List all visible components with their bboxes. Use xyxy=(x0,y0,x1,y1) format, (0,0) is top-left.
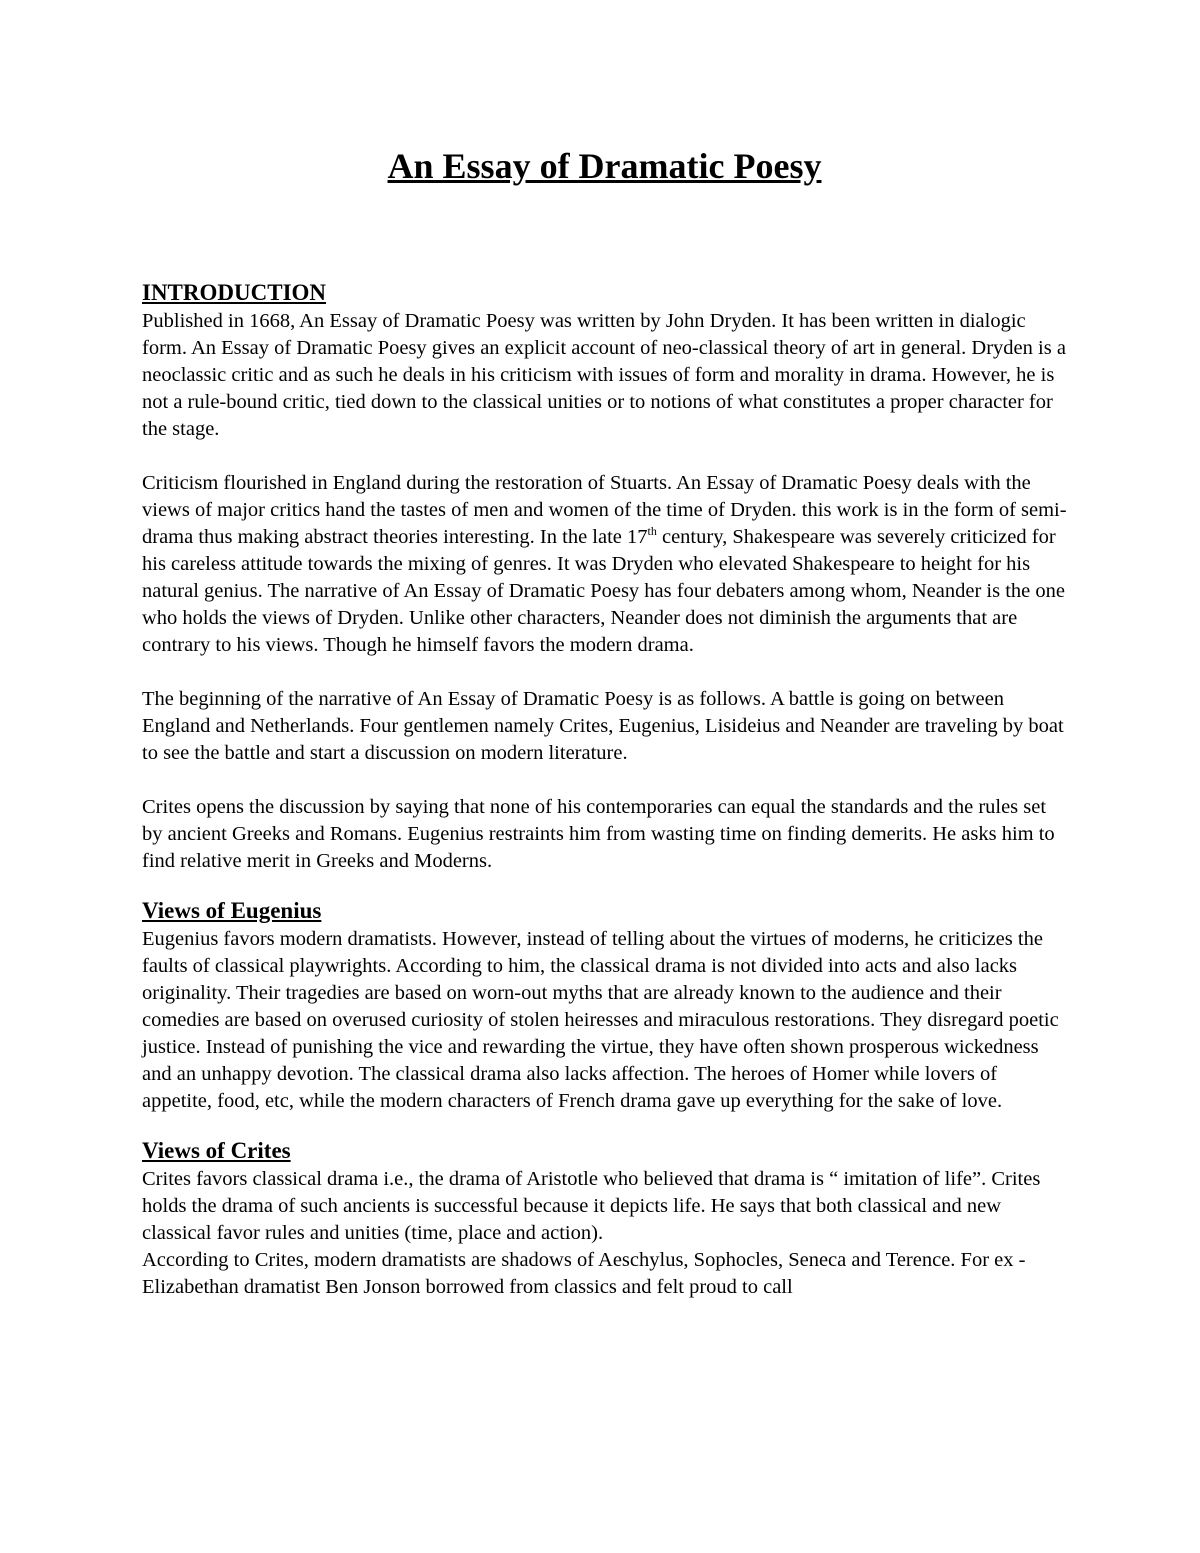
crites-paragraph-2: According to Crites, modern dramatists are shadows of Aeschylus, Sophocles, Seneca and Terence. For ex - Elizabethan dramatist Ben Jonson borrowed from classics and felt proud to call xyxy=(142,1249,1026,1298)
introduction-paragraph-1: Published in 1668, An Essay of Dramatic Poesy was written by John Dryden. It has been written in dialogic form. An Essay of Dramatic Poesy gives an explicit account of neo-classical theory of art in general. Dryden is a neoclassic critic and as such he deals in his criticism with issues of form and morality in drama. However, he is not a rule-bound critic, tied down to the classical unities or to notions of what constitutes a proper character for the stage. xyxy=(142,310,1066,440)
ordinal-suffix: th xyxy=(647,524,657,539)
eugenius-heading: Views of Eugenius xyxy=(142,898,322,923)
introduction-paragraph-4: Crites opens the discussion by saying that none of his contemporaries can equal the standards and the rules set by ancient Greeks and Romans. Eugenius restraints him from wasting time on finding demerits. He asks him to find relative merit in Greeks and Moderns. xyxy=(142,796,1055,872)
eugenius-paragraph: Eugenius favors modern dramatists. However, instead of telling about the virtues of moderns, he criticizes the faults of classical playwrights. According to him, the classical drama is not divided into acts and also lacks originality. Their tragedies are based on worn-out myths that are already known to the audience and their comedies are based on overused curiosity of stolen heiresses and miraculous restorations. They disregard poetic justice. Instead of punishing the vice and rewarding the virtue, they have often shown prosperous wickedness and an unhappy devotion. The classical drama also lacks affection. The heroes of Homer while lovers of appetite, food, etc, while the modern characters of French drama gave up everything for the sake of love. xyxy=(142,928,1059,1112)
introduction-paragraph-3: The beginning of the narrative of An Essay of Dramatic Poesy is as follows. A battle is going on between England and Netherlands. Four gentlemen namely Crites, Eugenius, Lisideius and Neander are traveling by boat to see the battle and start a discussion on modern literature. xyxy=(142,688,1064,764)
introduction-paragraph-2-part-a: Criticism flourished in England during the restoration of Stuarts. An Essay of Dramatic Poesy deals with the views of major critics hand the tastes of men and women of the time of Dryden. this work is in the form of semi-drama thus making abstract theories interesting. In the late 17 xyxy=(142,472,1067,548)
introduction-paragraph-2 xyxy=(142,470,1067,659)
introduction-paragraph-2-part-b: century, Shakespeare was severely criticized for his careless attitude towards the mixing of genres. It was Dryden who elevated Shakespeare to height for his natural genius. The narrative of An Essay of Dramatic Poesy has four debaters among whom, Neander is the one who holds the views of Dryden. Unlike other characters, Neander does not diminish the arguments that are contrary to his views. Though he himself favors the modern drama. xyxy=(142,526,1065,656)
document-title: An Essay of Dramatic Poesy xyxy=(387,146,822,186)
introduction-heading: INTRODUCTION xyxy=(142,280,327,305)
document-page xyxy=(142,140,1067,1301)
crites-heading: Views of Crites xyxy=(142,1138,291,1163)
crites-paragraph-1: Crites favors classical drama i.e., the drama of Aristotle who believed that drama is “ imitation of life”. Crites holds the drama of such ancients is successful because it depicts life. He says that both classical and new classical favor rules and unities (time, place and action). xyxy=(142,1168,1041,1244)
